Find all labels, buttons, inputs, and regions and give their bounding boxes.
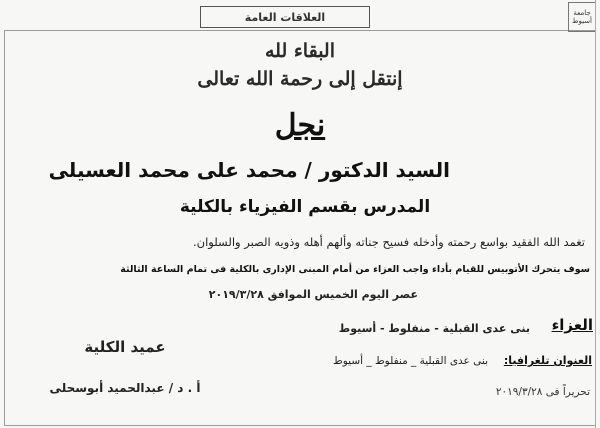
relation-label: نجل — [274, 108, 326, 143]
condolence-label: العزاء — [551, 316, 593, 334]
deceased-name: السيد الدكتور / محمد على محمد العسيلى — [48, 158, 450, 182]
bus-notice: سوف يتحرك الأتوبيس للقيام بأداء واجب العزاء من أمام المبنى الإدارى بالكلية فى تمام الساعة الثالثة — [120, 264, 590, 275]
university-logo: جامعة أسيوط — [568, 2, 596, 32]
scan-edge-line — [595, 0, 596, 428]
telegraph-label: العنوان تلغرافيا: — [503, 354, 592, 367]
notice-subtitle: إنتقل إلى رحمة الله تعالى — [197, 68, 403, 90]
deceased-position: المدرس بقسم الفيزياء بالكلية — [179, 197, 431, 217]
bus-date: عصر اليوم الخميس الموافق ٢٠١٩/٣/٢٨ — [208, 288, 418, 301]
dean-name: أ . د / عبدالحميد أبوسحلى — [49, 381, 201, 395]
date-line: تحريراً فى ٢٠١٩/٣/٢٨ — [495, 386, 590, 398]
notice-title: البقاء لله — [264, 40, 336, 62]
condolence-location: بنى عدى القبلية - منفلوط - أسيوط — [338, 322, 530, 335]
prayer-text: تغمد الله الفقيد بواسع رحمته وأدخله فسيح جناته وألهم أهله وذويه الصبر والسلوان. — [193, 235, 585, 249]
telegraph-address: بنى عدى القبلية _ منفلوط _ أسيوط — [333, 355, 488, 367]
department-header: العلاقات العامة — [200, 6, 370, 28]
dean-title: عميد الكلية — [84, 338, 166, 356]
